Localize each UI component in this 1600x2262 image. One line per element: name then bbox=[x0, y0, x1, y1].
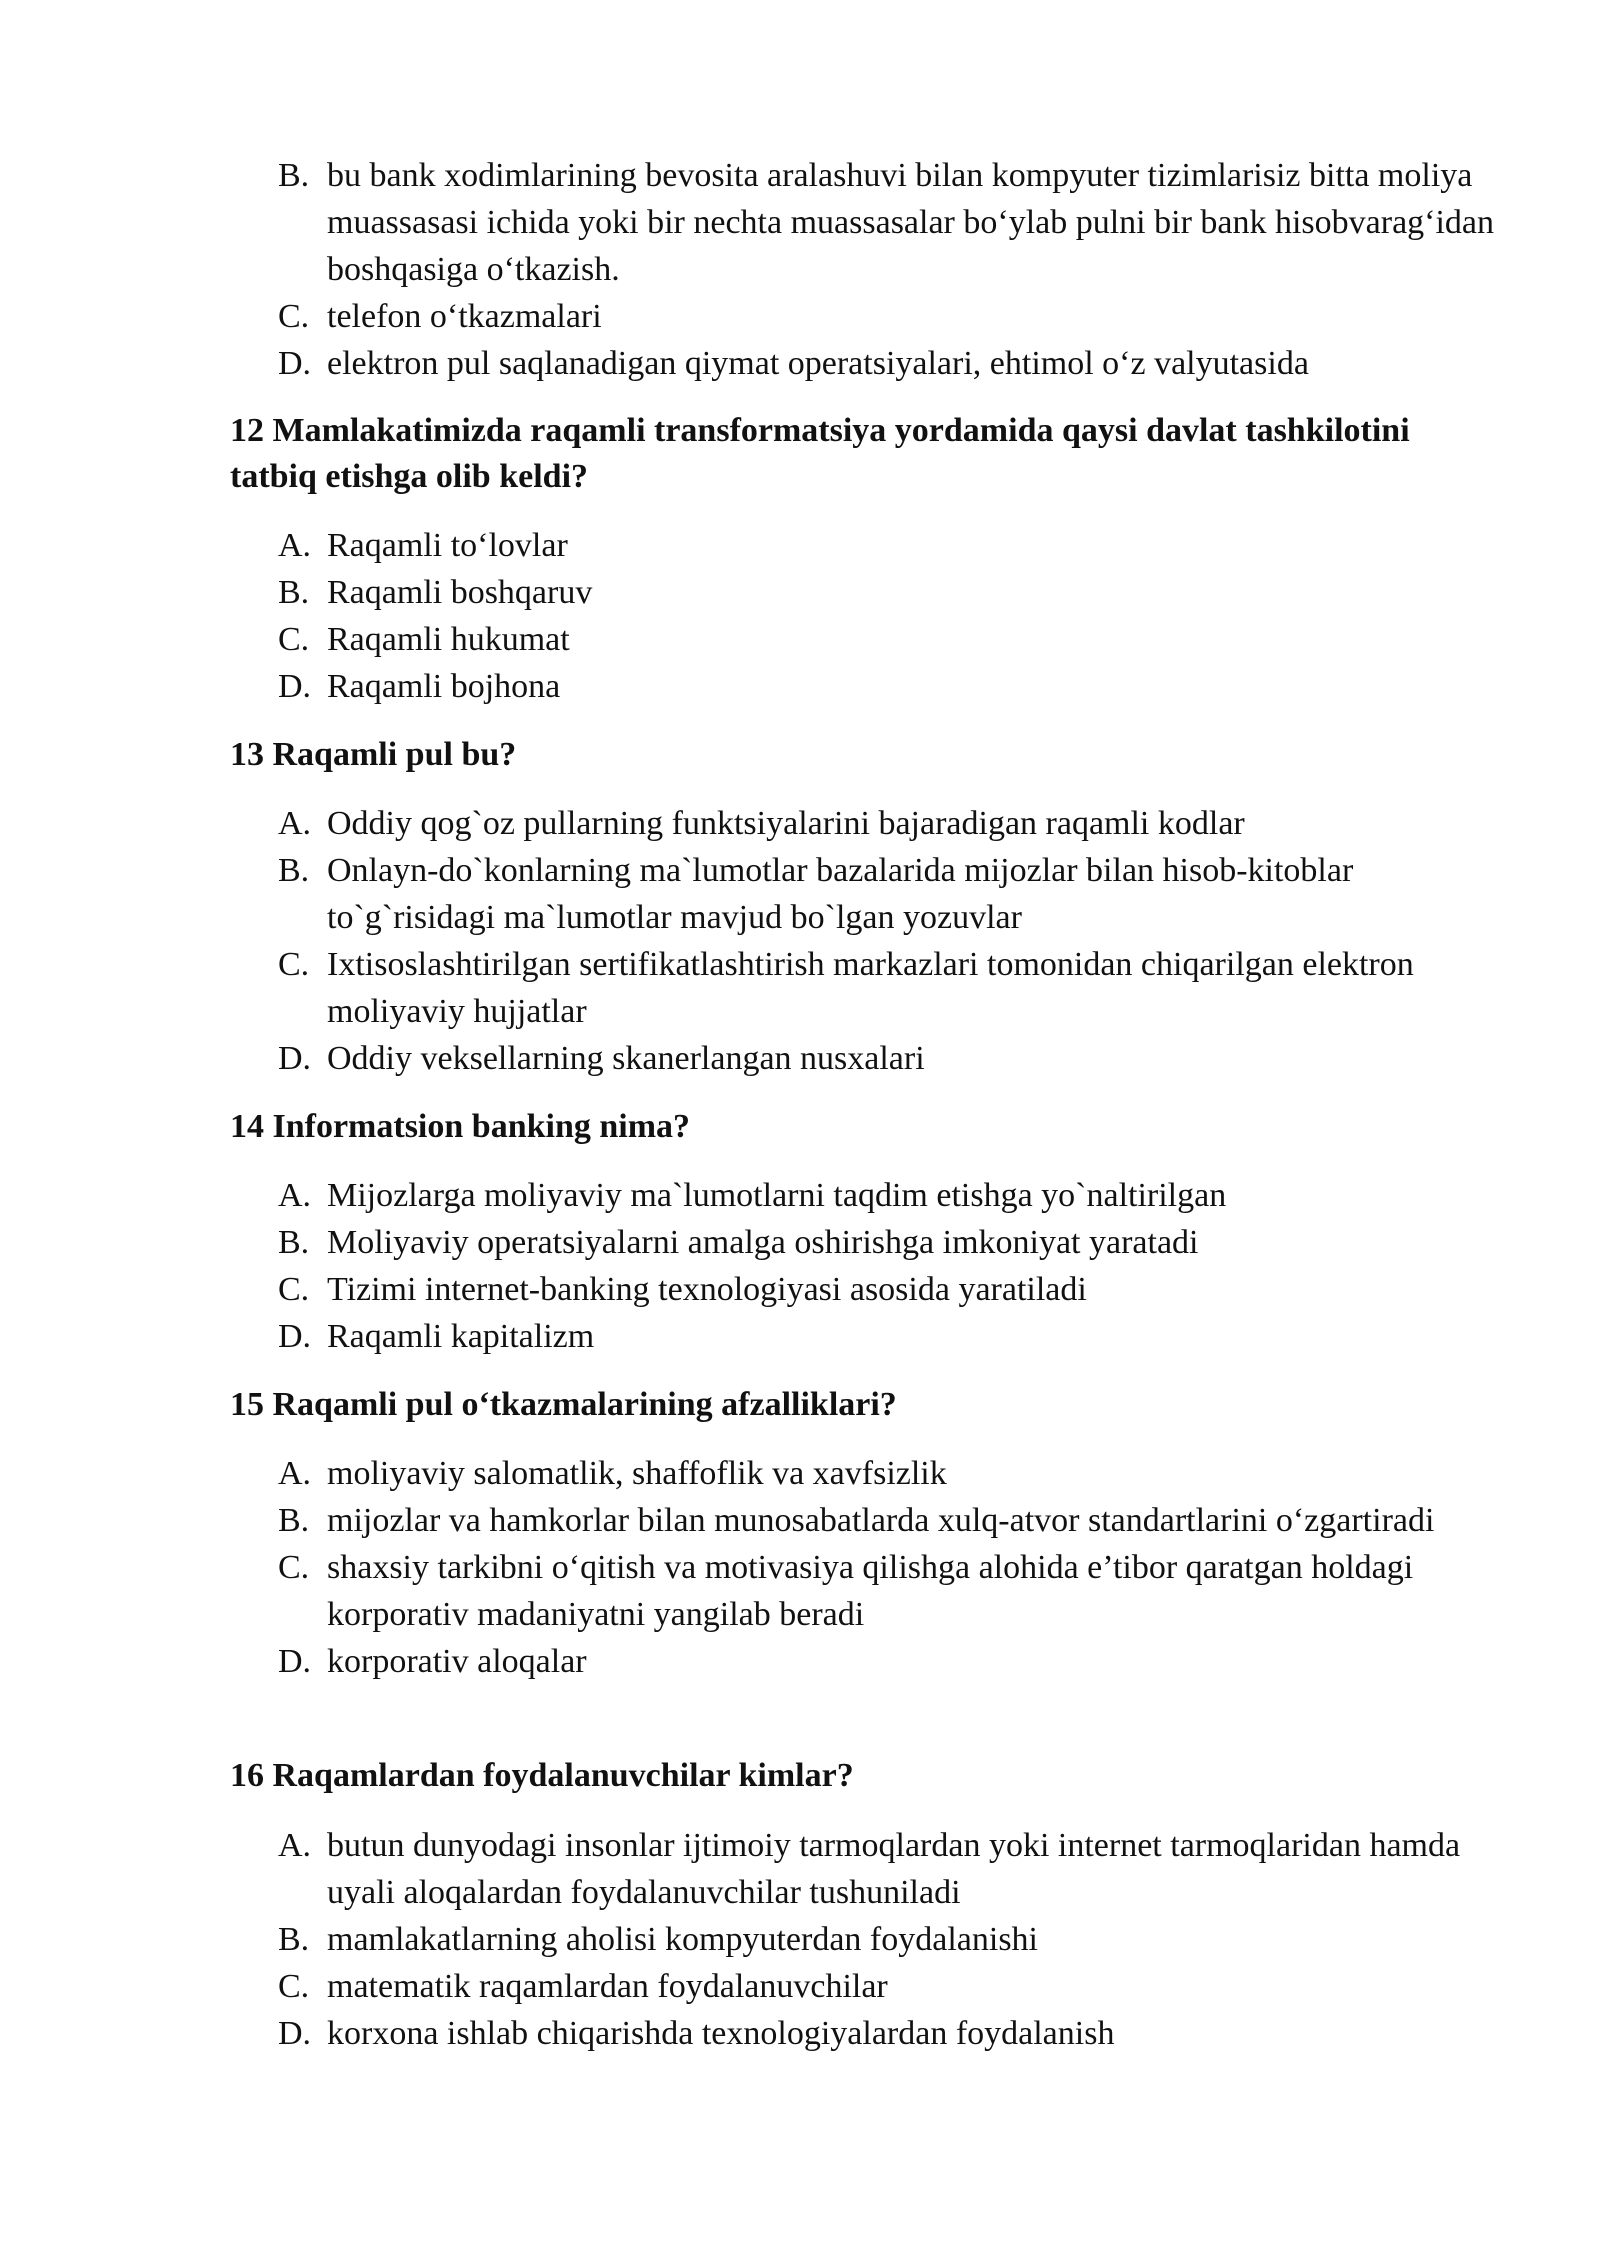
option-c bbox=[278, 1544, 1498, 1638]
option-text: Raqamli boshqaruv bbox=[327, 574, 593, 611]
option-letter: C. bbox=[278, 621, 310, 658]
question-title: 16 Raqamlardan foydalanuvchilar kimlar? bbox=[230, 1757, 854, 1794]
option-text: moliyaviy salomatlik, shaffoflik va xavfsizlik bbox=[327, 1455, 947, 1492]
option-text: Onlayn-do`konlarning ma`lumotlar bazalarida mijozlar bilan hisob-kitoblar to`g`risidagi ma`lumotlar mavjud bo`lgan yozuvlar bbox=[327, 852, 1354, 936]
q15-options bbox=[278, 1450, 1498, 1685]
option-text: telefon o‘tkazmalari bbox=[327, 298, 602, 335]
option-d bbox=[278, 1313, 1498, 1360]
option-letter: D. bbox=[278, 2015, 312, 2052]
option-letter: D. bbox=[278, 345, 312, 382]
option-text: korporativ aloqalar bbox=[327, 1643, 587, 1680]
question-title: 15 Raqamli pul o‘tkazmalarining afzalliklari? bbox=[230, 1386, 897, 1423]
option-c bbox=[278, 941, 1498, 1035]
option-b bbox=[278, 847, 1498, 941]
option-letter: A. bbox=[278, 527, 312, 564]
option-b bbox=[278, 1497, 1498, 1544]
option-text: Mijozlarga moliyaviy ma`lumotlarni taqdim etishga yo`naltirilgan bbox=[327, 1177, 1227, 1214]
option-d bbox=[278, 1035, 1498, 1082]
q14-options bbox=[278, 1172, 1498, 1360]
option-letter: B. bbox=[278, 574, 310, 611]
question-title: 12 Mamlakatimizda raqamli transformatsiya yordamida qaysi davlat tashkilotini tatbiq etishga olib keldi? bbox=[230, 412, 1410, 495]
option-d bbox=[278, 2010, 1498, 2057]
q16-options bbox=[278, 1822, 1498, 2057]
option-letter: D. bbox=[278, 1643, 312, 1680]
option-d bbox=[278, 340, 1498, 387]
option-b bbox=[278, 1219, 1498, 1266]
option-letter: B. bbox=[278, 1224, 310, 1261]
option-letter: D. bbox=[278, 1318, 312, 1355]
option-letter: B. bbox=[278, 1502, 310, 1539]
option-a bbox=[278, 1822, 1498, 1916]
q12-options bbox=[278, 522, 1498, 710]
option-letter: C. bbox=[278, 946, 310, 983]
option-text: butun dunyodagi insonlar ijtimoiy tarmoqlardan yoki internet tarmoqlaridan hamda uyali aloqalardan foydalanuvchilar tushuniladi bbox=[327, 1827, 1461, 1911]
option-text: Tizimi internet-banking texnologiyasi asosida yaratiladi bbox=[327, 1271, 1087, 1308]
option-text: Ixtisoslashtirilgan sertifikatlashtirish markazlari tomonidan chiqarilgan elektron moliyaviy hujjatlar bbox=[327, 946, 1414, 1030]
option-text: mijozlar va hamkorlar bilan munosabatlarda xulq-atvor standartlarini o‘zgartiradi bbox=[327, 1502, 1435, 1539]
option-letter: A. bbox=[278, 1177, 312, 1214]
option-text: Raqamli to‘lovlar bbox=[327, 527, 568, 564]
option-letter: A. bbox=[278, 1827, 312, 1864]
option-letter: A. bbox=[278, 1455, 312, 1492]
option-text: matematik raqamlardan foydalanuvchilar bbox=[327, 1968, 888, 2005]
option-letter: C. bbox=[278, 298, 310, 335]
option-letter: C. bbox=[278, 1549, 310, 1586]
option-a bbox=[278, 800, 1498, 847]
q11-options bbox=[278, 152, 1498, 387]
option-a bbox=[278, 522, 1498, 569]
option-text: Oddiy veksellarning skanerlangan nusxalari bbox=[327, 1040, 925, 1077]
option-text: bu bank xodimlarining bevosita aralashuvi bilan kompyuter tizimlarisiz bitta moliya muassasasi ichida yoki bir nechta muassasalar bo‘ylab pulni bir bank hisobvarag‘idan boshqasiga o‘tkazish. bbox=[327, 157, 1495, 288]
option-letter: B. bbox=[278, 852, 310, 889]
option-letter: B. bbox=[278, 157, 310, 194]
option-b bbox=[278, 569, 1498, 616]
option-c bbox=[278, 1266, 1498, 1313]
option-b bbox=[278, 1916, 1498, 1963]
option-text: Oddiy qog`oz pullarning funktsiyalarini bajaradigan raqamli kodlar bbox=[327, 805, 1245, 842]
option-d bbox=[278, 1638, 1498, 1685]
option-letter: C. bbox=[278, 1968, 310, 2005]
option-text: mamlakatlarning aholisi kompyuterdan foydalanishi bbox=[327, 1921, 1038, 1958]
option-text: Raqamli bojhona bbox=[327, 668, 561, 705]
option-a bbox=[278, 1450, 1498, 1497]
option-text: shaxsiy tarkibni o‘qitish va motivasiya qilishga alohida e’tibor qaratgan holdagi korporativ madaniyatni yangilab beradi bbox=[327, 1549, 1414, 1633]
option-text: elektron pul saqlanadigan qiymat operatsiyalari, ehtimol o‘z valyutasida bbox=[327, 345, 1309, 382]
q13-options bbox=[278, 800, 1498, 1082]
option-text: korxona ishlab chiqarishda texnologiyalardan foydalanish bbox=[327, 2015, 1115, 2052]
option-c bbox=[278, 1963, 1498, 2010]
option-text: Moliyaviy operatsiyalarni amalga oshirishga imkoniyat yaratadi bbox=[327, 1224, 1199, 1261]
option-b bbox=[278, 152, 1498, 293]
option-letter: D. bbox=[278, 668, 312, 705]
question-title: 14 Informatsion banking nima? bbox=[230, 1108, 691, 1145]
option-letter: A. bbox=[278, 805, 312, 842]
option-text: Raqamli kapitalizm bbox=[327, 1318, 595, 1355]
option-a bbox=[278, 1172, 1498, 1219]
option-c bbox=[278, 616, 1498, 663]
question-title: 13 Raqamli pul bu? bbox=[230, 736, 517, 773]
option-c bbox=[278, 293, 1498, 340]
option-letter: C. bbox=[278, 1271, 310, 1308]
option-text: Raqamli hukumat bbox=[327, 621, 570, 658]
option-letter: B. bbox=[278, 1921, 310, 1958]
option-d bbox=[278, 663, 1498, 710]
option-letter: D. bbox=[278, 1040, 312, 1077]
